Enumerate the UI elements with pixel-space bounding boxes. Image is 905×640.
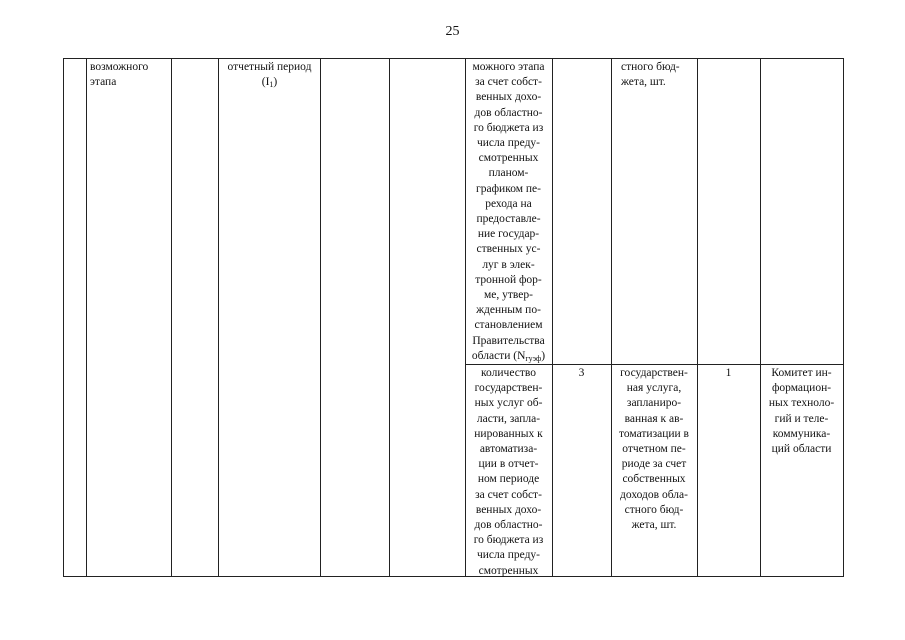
cell-stage-label: возможного этапа [90,61,149,89]
table-border-top [63,58,844,59]
cell-reporting-period-text: отчетный период (I [227,61,312,89]
cell-reporting-period [219,60,320,92]
column-divider [86,58,87,576]
cell-indicator-description-text: можного этапа за счет собст- венных дохо- дов областно- го бюджета из числа преду- смотренных планом- графиком пе- рехода на предоставле- ние государ- ственных ус- луг в элек- тронной фор- ме, утвер- жденным по- становлением Правительства области (N [471,61,545,362]
column-divider [552,58,553,576]
cell-indicator-description [465,60,552,366]
table-border-bottom [63,576,844,577]
column-divider [760,58,761,576]
cell-reporting-period-subscript: 1 [269,80,274,90]
column-divider [320,58,321,576]
page-number: 25 [445,24,460,39]
column-divider [218,58,219,576]
table-border-left [63,58,64,576]
column-divider [171,58,172,576]
cell-value-1: 1 [725,367,732,379]
cell-service-unit: государствен- ная услуга, запланиро- ванная к ав- томатизации в отчетном пе- риоде за счет собственных доходов обла- стного бюд- жета, шт. [618,367,689,532]
cell-responsible-committee: Комитет ин- формацион- ных техноло- гий и теле- коммуника- ций области [768,367,835,456]
column-divider [389,58,390,576]
cell-planned-services-count: количество государствен- ных услуг об- ласти, запла- нированных к автоматиза- ции в отчет- ном периоде за счет собст- венных дохо- дов областно- го бюджета из числа преду- смотренных [473,367,544,577]
cell-reporting-period-close: ) [273,76,278,89]
cell-value-3: 3 [578,367,585,379]
cell-indicator-description-subscript: гуэф [525,353,542,363]
table-border-right [843,58,844,576]
cell-indicator-description-close: ) [541,349,546,362]
cell-unit-continuation: стного бюд- жета, шт. [621,61,680,89]
column-divider [697,58,698,576]
